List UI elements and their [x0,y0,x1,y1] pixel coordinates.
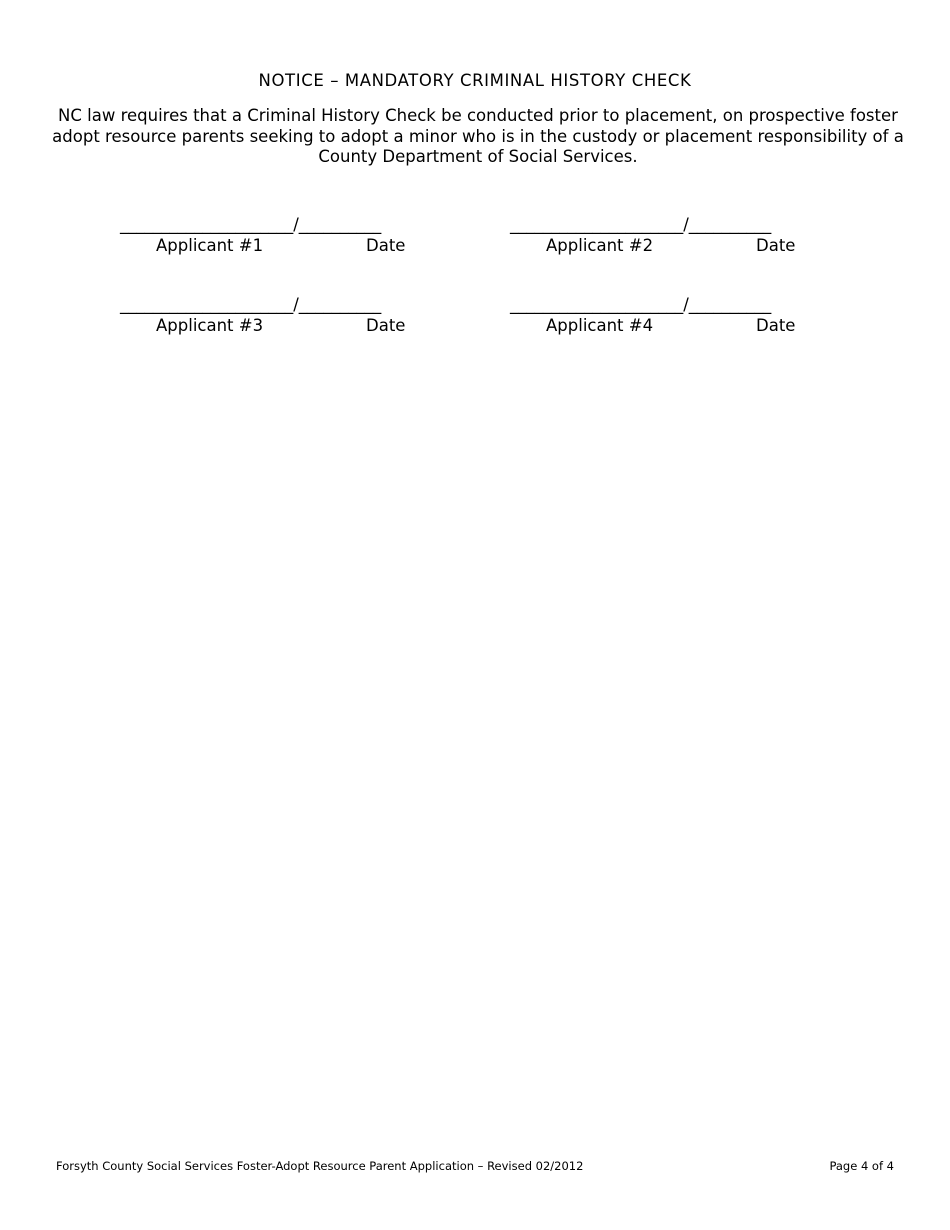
applicant-label: Applicant #3 [156,316,264,335]
signature-line[interactable]: _____________________/__________ [510,295,772,314]
signature-block-applicant-3 [120,294,440,338]
signature-block-applicant-1 [120,214,440,258]
date-label: Date [366,236,406,255]
footer-document-info: Forsyth County Social Services Foster-Adopt Resource Parent Application – Revised 02/2012 [56,1159,584,1173]
footer-page-number: Page 4 of 4 [829,1159,894,1173]
signature-line[interactable]: _____________________/__________ [120,215,382,234]
signature-line[interactable]: _____________________/__________ [510,215,772,234]
signature-line[interactable]: _____________________/__________ [120,295,382,314]
notice-paragraph: NC law requires that a Criminal History Check be conducted prior to placement, on prospective foster adopt resource parents seeking to adopt a minor who is in the custody or placement responsibility of a County Department of Social Services. [52,106,904,166]
date-label: Date [366,316,406,335]
signature-block-applicant-4 [510,294,830,338]
signature-block-applicant-2 [510,214,830,258]
date-label: Date [756,316,796,335]
applicant-label: Applicant #4 [546,316,654,335]
applicant-label: Applicant #2 [546,236,654,255]
applicant-label: Applicant #1 [156,236,264,255]
date-label: Date [756,236,796,255]
page-title: NOTICE – MANDATORY CRIMINAL HISTORY CHECK [258,71,692,90]
